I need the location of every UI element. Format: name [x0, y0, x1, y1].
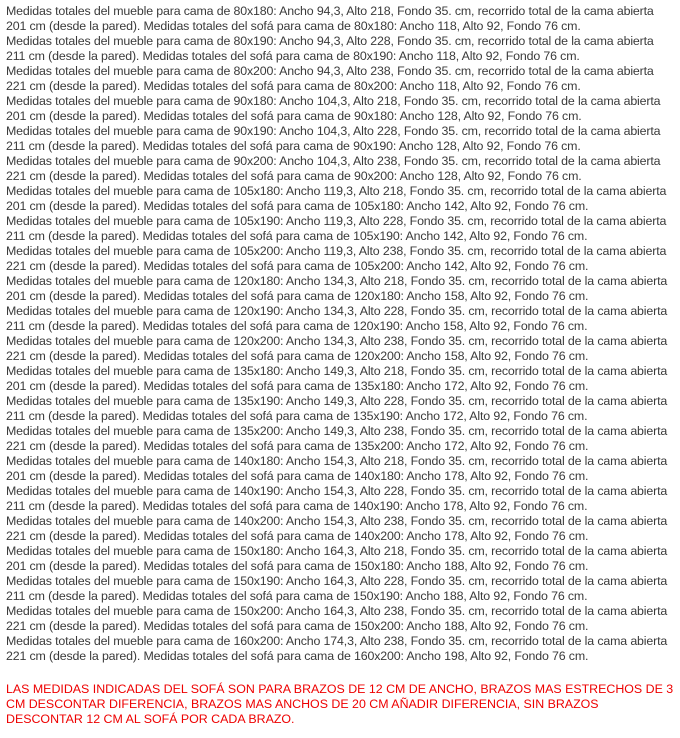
- measurement-item: Medidas totales del mueble para cama de 120x190: Ancho 134,3, Alto 228, Fondo 35. cm, recorrido total de la cama abierta 211 cm (desde la pared). Medidas totales del sofá para cama de 120x190: Ancho 158, Alto 92, Fondo 76 cm.: [6, 304, 668, 333]
- measurement-item: Medidas totales del mueble para cama de 80x180: Ancho 94,3, Alto 218, Fondo 35. cm, recorrido total de la cama abierta 201 cm (desde la pared). Medidas totales del sofá para cama de 80x180: Ancho 118, Alto 92, Fondo 76 cm.: [6, 4, 654, 33]
- measurement-item: Medidas totales del mueble para cama de 135x190: Ancho 149,3, Alto 228, Fondo 35. cm, recorrido total de la cama abierta 211 cm (desde la pared). Medidas totales del sofá para cama de 135x190: Ancho 172, Alto 92, Fondo 76 cm.: [6, 394, 668, 423]
- measurement-item: Medidas totales del mueble para cama de 90x200: Ancho 104,3, Alto 238, Fondo 35. cm, recorrido total de la cama abierta 221 cm (desde la pared). Medidas totales del sofá para cama de 90x200: Ancho 128, Alto 92, Fondo 76 cm.: [6, 154, 661, 183]
- measurement-item: Medidas totales del mueble para cama de 120x200: Ancho 134,3, Alto 238, Fondo 35. cm, recorrido total de la cama abierta 221 cm (desde la pared). Medidas totales del sofá para cama de 120x200: Ancho 158, Alto 92, Fondo 76 cm.: [6, 334, 668, 363]
- measurement-item: Medidas totales del mueble para cama de 135x180: Ancho 149,3, Alto 218, Fondo 35. cm, recorrido total de la cama abierta 201 cm (desde la pared). Medidas totales del sofá para cama de 135x180: Ancho 172, Alto 92, Fondo 76 cm.: [6, 364, 668, 393]
- measurements-list: [6, 4, 670, 664]
- measurement-item: Medidas totales del mueble para cama de 160x200: Ancho 174,3, Alto 238, Fondo 35. cm, recorrido total de la cama abierta 221 cm (desde la pared). Medidas totales del sofá para cama de 160x200: Ancho 198, Alto 92, Fondo 76 cm.: [6, 634, 668, 663]
- measurement-item: Medidas totales del mueble para cama de 105x200: Ancho 119,3, Alto 238, Fondo 35. cm, recorrido total de la cama abierta 221 cm (desde la pared). Medidas totales del sofá para cama de 105x200: Ancho 142, Alto 92, Fondo 76 cm.: [6, 244, 667, 273]
- measurement-item: Medidas totales del mueble para cama de 140x180: Ancho 154,3, Alto 218, Fondo 35. cm, recorrido total de la cama abierta 201 cm (desde la pared). Medidas totales del sofá para cama de 140x180: Ancho 178, Alto 92, Fondo 76 cm.: [6, 454, 668, 483]
- measurement-item: Medidas totales del mueble para cama de 120x180: Ancho 134,3, Alto 218, Fondo 35. cm, recorrido total de la cama abierta 201 cm (desde la pared). Medidas totales del sofá para cama de 120x180: Ancho 158, Alto 92, Fondo 76 cm.: [6, 274, 668, 303]
- measurement-item: Medidas totales del mueble para cama de 105x190: Ancho 119,3, Alto 228, Fondo 35. cm, recorrido total de la cama abierta 211 cm (desde la pared). Medidas totales del sofá para cama de 105x190: Ancho 142, Alto 92, Fondo 76 cm.: [6, 214, 667, 243]
- measurement-item: Medidas totales del mueble para cama de 150x180: Ancho 164,3, Alto 218, Fondo 35. cm, recorrido total de la cama abierta 201 cm (desde la pared). Medidas totales del sofá para cama de 150x180: Ancho 188, Alto 92, Fondo 76 cm.: [6, 544, 668, 573]
- measurement-item: Medidas totales del mueble para cama de 105x180: Ancho 119,3, Alto 218, Fondo 35. cm, recorrido total de la cama abierta 201 cm (desde la pared). Medidas totales del sofá para cama de 105x180: Ancho 142, Alto 92, Fondo 76 cm.: [6, 184, 667, 213]
- measurement-item: Medidas totales del mueble para cama de 90x190: Ancho 104,3, Alto 228, Fondo 35. cm, recorrido total de la cama abierta 211 cm (desde la pared). Medidas totales del sofá para cama de 90x190: Ancho 128, Alto 92, Fondo 76 cm.: [6, 124, 661, 153]
- measurement-item: Medidas totales del mueble para cama de 140x200: Ancho 154,3, Alto 238, Fondo 35. cm, recorrido total de la cama abierta 221 cm (desde la pared). Medidas totales del sofá para cama de 140x200: Ancho 178, Alto 92, Fondo 76 cm.: [6, 514, 668, 543]
- measurement-item: Medidas totales del mueble para cama de 80x190: Ancho 94,3, Alto 228, Fondo 35. cm, recorrido total de la cama abierta 211 cm (desde la pared). Medidas totales del sofá para cama de 80x190: Ancho 118, Alto 92, Fondo 76 cm.: [6, 34, 654, 63]
- measurement-item: Medidas totales del mueble para cama de 80x200: Ancho 94,3, Alto 238, Fondo 35. cm, recorrido total de la cama abierta 221 cm (desde la pared). Medidas totales del sofá para cama de 80x200: Ancho 118, Alto 92, Fondo 76 cm.: [6, 64, 654, 93]
- measurement-item: Medidas totales del mueble para cama de 90x180: Ancho 104,3, Alto 218, Fondo 35. cm, recorrido total de la cama abierta 201 cm (desde la pared). Medidas totales del sofá para cama de 90x180: Ancho 128, Alto 92, Fondo 76 cm.: [6, 94, 661, 123]
- measurement-item: Medidas totales del mueble para cama de 150x200: Ancho 164,3, Alto 238, Fondo 35. cm, recorrido total de la cama abierta 221 cm (desde la pared). Medidas totales del sofá para cama de 150x200: Ancho 188, Alto 92, Fondo 76 cm.: [6, 604, 668, 633]
- armrest-note: LAS MEDIDAS INDICADAS DEL SOFÁ SON PARA BRAZOS DE 12 CM DE ANCHO, BRAZOS MAS ESTRECHOS DE 3 CM DESCONTAR DIFERENCIA, BRAZOS MAS ANCHOS DE 20 CM AÑADIR DIFERENCIA, SIN BRAZOS DESCONTAR 12 CM AL SOFÁ POR CADA BRAZO.: [6, 682, 674, 726]
- measurement-item: Medidas totales del mueble para cama de 140x190: Ancho 154,3, Alto 228, Fondo 35. cm, recorrido total de la cama abierta 211 cm (desde la pared). Medidas totales del sofá para cama de 140x190: Ancho 178, Alto 92, Fondo 76 cm.: [6, 484, 668, 513]
- measurement-item: Medidas totales del mueble para cama de 150x190: Ancho 164,3, Alto 228, Fondo 35. cm, recorrido total de la cama abierta 211 cm (desde la pared). Medidas totales del sofá para cama de 150x190: Ancho 188, Alto 92, Fondo 76 cm.: [6, 574, 668, 603]
- measurement-item: Medidas totales del mueble para cama de 135x200: Ancho 149,3, Alto 238, Fondo 35. cm, recorrido total de la cama abierta 221 cm (desde la pared). Medidas totales del sofá para cama de 135x200: Ancho 172, Alto 92, Fondo 76 cm.: [6, 424, 668, 453]
